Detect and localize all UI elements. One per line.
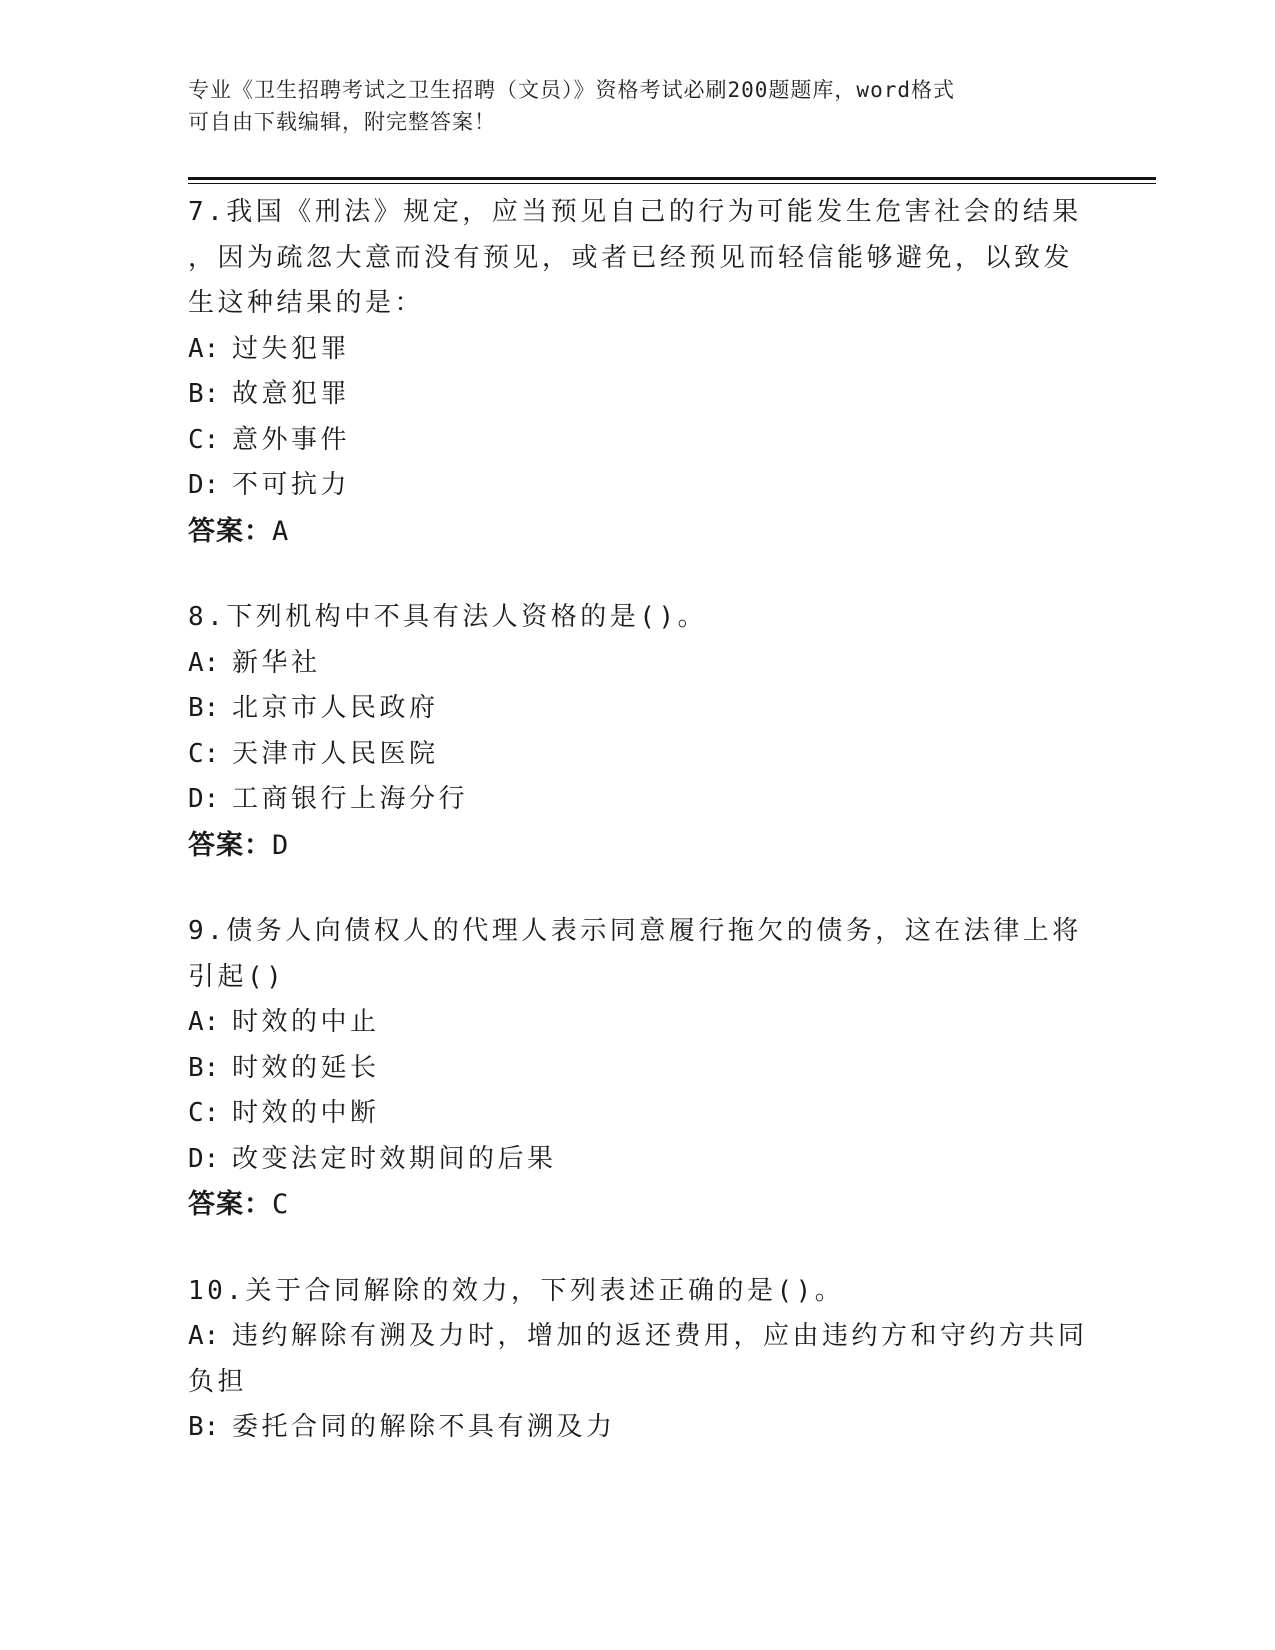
option-text: 时效的中止: [232, 1007, 380, 1037]
option-letter: D:: [188, 1143, 220, 1174]
question-item: [188, 909, 1088, 1228]
option-text: 天津市人民医院: [232, 738, 439, 769]
question-stem-line: 7.我国《刑法》规定，应当预见自己的行为可能发生危害社会的结果: [188, 197, 1082, 227]
answer-option: [188, 1314, 1088, 1360]
question-stem-line: ，因为疏忽大意而没有预见，或者已经预见而轻信能够避免，以致发: [188, 242, 1074, 273]
question-item: [188, 595, 1088, 868]
option-text: 过失犯罪: [232, 333, 351, 364]
answer-value: D: [272, 829, 290, 861]
answer-line: [188, 509, 1088, 555]
option-letter: A:: [188, 647, 220, 678]
option-text: 工商银行上海分行: [232, 784, 469, 814]
header-divider-thin: [188, 183, 1156, 184]
answer-option: [188, 1360, 1088, 1406]
answer-label: 答案：: [188, 515, 272, 547]
option-letter: B:: [188, 1412, 220, 1442]
option-text: 新华社: [232, 647, 321, 678]
header-line-2: 可自由下载编辑，附完整答案！: [188, 110, 496, 134]
question-stem-line: 9.债务人向债权人的代理人表示同意履行拖欠的债务，这在法律上将: [188, 916, 1082, 946]
option-text: 北京市人民政府: [232, 693, 439, 723]
answer-option: [188, 372, 1088, 418]
answer-label: 答案：: [188, 829, 272, 861]
header-line-1: 专业《卫生招聘考试之卫生招聘（文员）》资格考试必刷200题题库，word格式: [188, 78, 955, 102]
answer-line: [188, 823, 1088, 869]
option-text: 时效的中断: [232, 1098, 380, 1128]
question-item: [188, 190, 1088, 554]
option-text: 违约解除有溯及力时，增加的返还费用，应由违约方和守约方共同: [232, 1321, 1088, 1351]
question-stem-line: 引起(): [188, 961, 286, 992]
question-stem-line: 生这种结果的是：: [188, 288, 425, 318]
header-divider-thick: [188, 177, 1156, 180]
answer-value: A: [272, 515, 290, 547]
option-letter: A:: [188, 1321, 220, 1351]
answer-option: [188, 327, 1088, 373]
document-header: [188, 74, 1068, 138]
answer-option: [188, 686, 1088, 732]
question-list: [188, 190, 1088, 1492]
question-item: [188, 1269, 1088, 1451]
answer-value: C: [272, 1189, 290, 1220]
question-stem-line: 8.下列机构中不具有法人资格的是()。: [188, 602, 708, 632]
option-letter: C:: [188, 1098, 220, 1128]
answer-line: [188, 1182, 1088, 1228]
option-letter: B:: [188, 693, 220, 723]
answer-option: [188, 1046, 1088, 1092]
option-text: 故意犯罪: [232, 379, 351, 409]
answer-option: [188, 777, 1088, 823]
option-letter: A:: [188, 333, 220, 364]
question-stem-line: 10.关于合同解除的效力，下列表述正确的是()。: [188, 1275, 845, 1306]
answer-option: [188, 1405, 1088, 1451]
option-letter: B:: [188, 1052, 220, 1083]
answer-option: [188, 418, 1088, 464]
option-text: 时效的延长: [232, 1052, 380, 1083]
option-letter: C:: [188, 738, 220, 769]
answer-option: [188, 463, 1088, 509]
answer-label: 答案：: [188, 1189, 272, 1220]
option-letter: D:: [188, 470, 220, 500]
answer-option: [188, 732, 1088, 778]
answer-option: [188, 1091, 1088, 1137]
option-text: 改变法定时效期间的后果: [232, 1143, 557, 1174]
option-letter: A:: [188, 1007, 220, 1037]
option-letter: B:: [188, 379, 220, 409]
option-letter: D:: [188, 784, 220, 814]
answer-option: [188, 1137, 1088, 1183]
option-text: 意外事件: [232, 424, 351, 455]
option-text: 负担: [188, 1366, 248, 1397]
option-text: 不可抗力: [232, 470, 351, 500]
option-letter: C:: [188, 424, 220, 455]
answer-option: [188, 641, 1088, 687]
answer-option: [188, 1000, 1088, 1046]
option-text: 委托合同的解除不具有溯及力: [232, 1412, 616, 1442]
